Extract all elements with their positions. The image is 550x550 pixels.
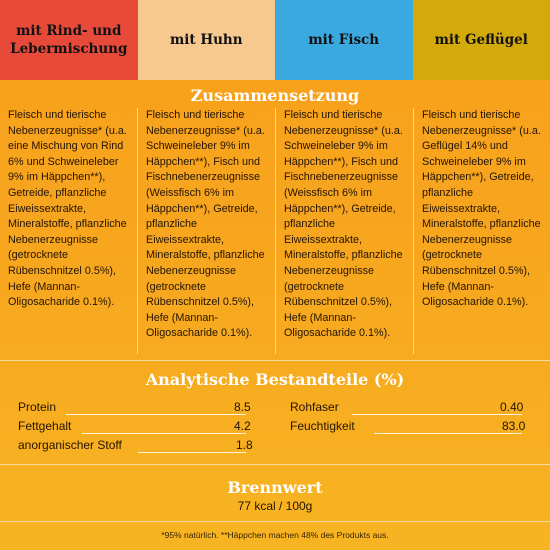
composition-text-rind: Fleisch und tierische Nebenerzeugnisse* (u.a. eine Mischung von Rind 6% und Schweineleber 9% im Häppchen**), Getreide, pflanzliche Eiweissextrakte, Mineralstoffe, pflanzliche Nebenerzeugnisse (getrocknete Rübenschnitzel 0.5%), Hefe (Mannan-Oligosacharide 0.1%). [8, 109, 127, 309]
tab-label: mit Huhn [169, 32, 243, 48]
nutrient-name: Feuchtigkeit [290, 419, 355, 433]
energy-heading: Brennwert [227, 478, 323, 497]
section-divider [0, 464, 550, 465]
tab-gefluegel[interactable] [413, 0, 550, 80]
section-divider [0, 521, 550, 522]
composition-heading: Zusammensetzung [190, 86, 360, 105]
nutrient-leader-line [66, 414, 246, 415]
tab-rind-lebermischung[interactable] [0, 0, 138, 80]
nutrient-name: anorganischer Stoff [18, 438, 122, 452]
analysis-heading: Analytische Bestandteile (%) [145, 370, 405, 389]
nutrient-leader-line [82, 433, 246, 434]
section-divider [0, 360, 550, 361]
energy-value: 77 kcal / 100g [237, 499, 313, 513]
nutrient-value: 0.40 [500, 400, 524, 414]
tab-fisch[interactable] [275, 0, 413, 80]
nutrient-value: 4.2 [234, 419, 251, 433]
tab-label: mit Geflügel [434, 32, 528, 48]
nutrient-leader-line [138, 452, 246, 453]
footnote: *95% natürlich. **Häppchen machen 48% des Produkts aus. [161, 530, 389, 540]
nutrient-leader-line [374, 433, 522, 434]
nutrient-leader-line [352, 414, 522, 415]
composition-text-gefluegel: Fleisch und tierische Nebenerzeugnisse* (u.a. Geflügel 14% und Schweineleber 9% im Häppchen**), Getreide, pflanzliche Eiweissextrakte, Mineralstoffe, pflanzliche Nebenerzeugnisse (getrocknete Rübenschnitzel 0.5%), Hefe (Mannan-Oligosacharide 0.1%). [422, 109, 541, 309]
tab-huhn[interactable] [138, 0, 276, 80]
composition-text-huhn: Fleisch und tierische Nebenerzeugnisse* (u.a. Schweineleber 9% im Häppchen**), Fisch und Fischnebenerzeugnisse (Weissfisch 6% im Häppchen**), Getreide, pflanzliche Eiweissextrakte, Mineralstoffe, pflanzliche Nebenerzeugnisse (getrocknete Rübenschnitzel 0.5%), Hefe (Mannan-Oligosacharide 0.1%). [146, 109, 265, 340]
tab-label: mit Fisch [308, 32, 380, 48]
composition-text-fisch: Fleisch und tierische Nebenerzeugnisse* (u.a. Schweineleber 9% im Häppchen**), Fisch und Fischnebenerzeugnisse (Weissfisch 6% im Häppchen**), Getreide, pflanzliche Eiweissextrakte, Mineralstoffe, pflanzliche Nebenerzeugnisse (getrocknete Rübenschnitzel 0.5%), Hefe (Mannan-Oligosacharide 0.1%). [284, 109, 403, 340]
tab-label: mit Rind- und Lebermischung [10, 23, 128, 57]
nutrient-value: 1.8 [236, 438, 253, 452]
nutrient-value: 83.0 [502, 419, 526, 433]
nutrient-name: Fettgehalt [18, 419, 72, 433]
nutrient-name: Rohfaser [290, 400, 339, 414]
nutrient-name: Protein [18, 400, 57, 414]
nutrient-value: 8.5 [234, 400, 251, 414]
variant-tabs [0, 0, 550, 80]
composition-columns [0, 108, 550, 358]
